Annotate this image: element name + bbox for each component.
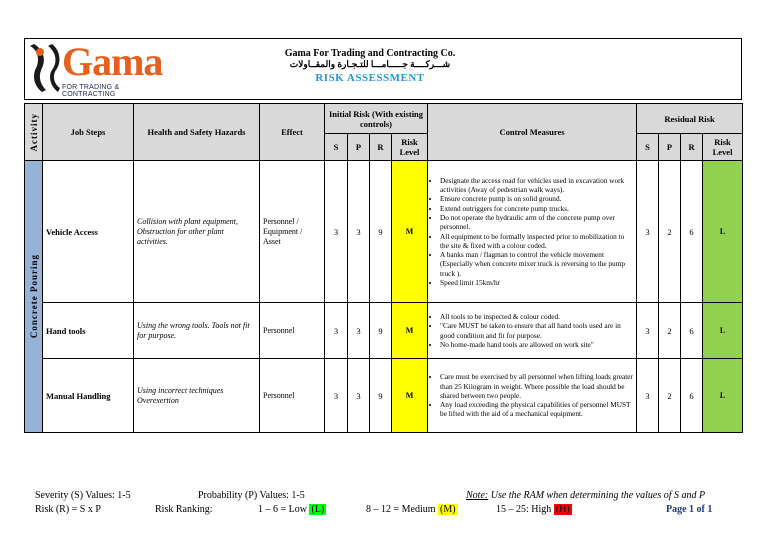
residual-risk-header: Residual Risk (637, 104, 743, 134)
severity-values: Severity (S) Values: 1-5 (35, 490, 131, 501)
initial-p: 3 (348, 359, 370, 433)
residual-p-header: P (659, 134, 681, 161)
control-item: • Ensure concrete pump is on solid ground. (440, 194, 633, 203)
residual-s: 3 (637, 303, 659, 359)
control-item: • Extend outriggers for concrete pump trucks. (440, 204, 633, 213)
initial-r: 9 (370, 303, 392, 359)
hazard: Collision with plant equipment, Obstruction for other plant activities. (134, 161, 260, 303)
residual-level-header: Risk Level (703, 134, 743, 161)
low-swatch: (L) (311, 504, 325, 515)
company-logo (26, 40, 166, 96)
high-swatch: (H) (555, 504, 570, 515)
activity-header: Activity (25, 104, 43, 161)
control-item: • "Care MUST be taken to ensure that all hand tools used are in good condition and fit for purpose. (440, 321, 633, 340)
residual-s: 3 (637, 161, 659, 303)
initial-s: 3 (325, 359, 348, 433)
risk-assessment-table (24, 103, 743, 433)
control-item: • No home-made hand tools are allowed on work site" (440, 340, 633, 349)
hazard: Using incorrect techniques Overexertion (134, 359, 260, 433)
residual-p: 2 (659, 303, 681, 359)
job-step: Hand tools (43, 303, 134, 359)
initial-s: 3 (325, 161, 348, 303)
residual-s: 3 (637, 359, 659, 433)
control-measures (428, 161, 637, 303)
medium-range: 8 – 12 = Medium (M) (366, 504, 456, 515)
hazards-header: Health and Safety Hazards (134, 104, 260, 161)
initial-level: M (392, 303, 428, 359)
table-row (25, 303, 743, 359)
logo-wordmark: Gama (62, 39, 163, 84)
control-item: • Designate the access road for vehicles used in excavation work activities (Away of pedestrian walk ways). (440, 176, 633, 195)
table-row (25, 359, 743, 433)
initial-p-header: P (348, 134, 370, 161)
effect-header: Effect (260, 104, 325, 161)
initial-s: 3 (325, 303, 348, 359)
note-label: Note: (466, 490, 489, 501)
control-item: • Speed limit 15km/hr (440, 278, 633, 287)
job-step: Manual Handling (43, 359, 134, 433)
risk-formula: Risk (R) = S x P (35, 504, 101, 515)
residual-r: 6 (681, 303, 703, 359)
control-item: • A banks man / flagman to control the vehicle movement (Especially when concrete mixer truck is reversing to the pump truck ). (440, 250, 633, 278)
low-range: 1 – 6 = Low (L) (258, 504, 325, 515)
initial-level-header: Risk Level (392, 134, 428, 161)
page-indicator: Page 1 of 1 (666, 504, 713, 515)
residual-p: 2 (659, 359, 681, 433)
company-name: Gama For Trading and Contracting Co. (284, 48, 456, 59)
initial-r-header: R (370, 134, 392, 161)
job-step: Vehicle Access (43, 161, 134, 303)
medium-swatch: (M) (440, 504, 456, 515)
document-title: RISK ASSESSMENT (315, 72, 425, 84)
initial-level: M (392, 161, 428, 303)
control-item: • All equipment to be formally inspected prior to mobilization to the site & fixed with a colour coded. (440, 232, 633, 251)
activity-cell (25, 161, 43, 433)
control-measures (428, 303, 637, 359)
logo-mark-icon (28, 42, 62, 94)
control-measures-header: Control Measures (428, 104, 637, 161)
residual-r: 6 (681, 359, 703, 433)
residual-level: L (703, 161, 743, 303)
effect: Personnel / Equipment / Asset (260, 161, 325, 303)
company-name-arabic: شـــركــــة جـــــامـــا للتـجـارة والمقــاولات (289, 59, 451, 69)
logo-subtitle: FOR TRADING & CONTRACTING (62, 84, 120, 98)
residual-r-header: R (681, 134, 703, 161)
note-text: Use the RAM when determining the values of S and P (488, 490, 706, 501)
initial-s-header: S (325, 134, 348, 161)
initial-r: 9 (370, 161, 392, 303)
initial-risk-header: Initial Risk (With existing controls) (325, 104, 428, 134)
control-item: • Do not operate the hydraulic arm of the concrete pump over personnel. (440, 213, 633, 232)
residual-p: 2 (659, 161, 681, 303)
initial-r: 9 (370, 359, 392, 433)
risk-ranking-label: Risk Ranking: (155, 504, 213, 515)
activity-name: Concrete Pouring (28, 254, 39, 339)
hazard: Using the wrong tools. Tools not fit for purpose. (134, 303, 260, 359)
job-steps-header: Job Steps (43, 104, 134, 161)
effect: Personnel (260, 303, 325, 359)
control-item: • Any load exceeding the physical capabilities of personnel MUST be lifted with the aid of a mechanical equipment. (440, 400, 633, 419)
initial-p: 3 (348, 161, 370, 303)
control-item: • Care must be exercised by all personnel when lifting loads greater than 25 Kilogram in weight. Where possible the load should be shared between two people. (440, 372, 633, 400)
control-measures (428, 359, 637, 433)
table-row (25, 161, 743, 303)
effect: Personnel (260, 359, 325, 433)
high-range: 15 – 25: High (H) (496, 504, 570, 515)
residual-level: L (703, 359, 743, 433)
ram-note (466, 489, 705, 502)
initial-p: 3 (348, 303, 370, 359)
control-item: • All tools to be inspected & colour coded. (440, 312, 633, 321)
residual-r: 6 (681, 161, 703, 303)
residual-level: L (703, 303, 743, 359)
residual-s-header: S (637, 134, 659, 161)
probability-values: Probability (P) Values: 1-5 (198, 490, 305, 501)
initial-level: M (392, 359, 428, 433)
